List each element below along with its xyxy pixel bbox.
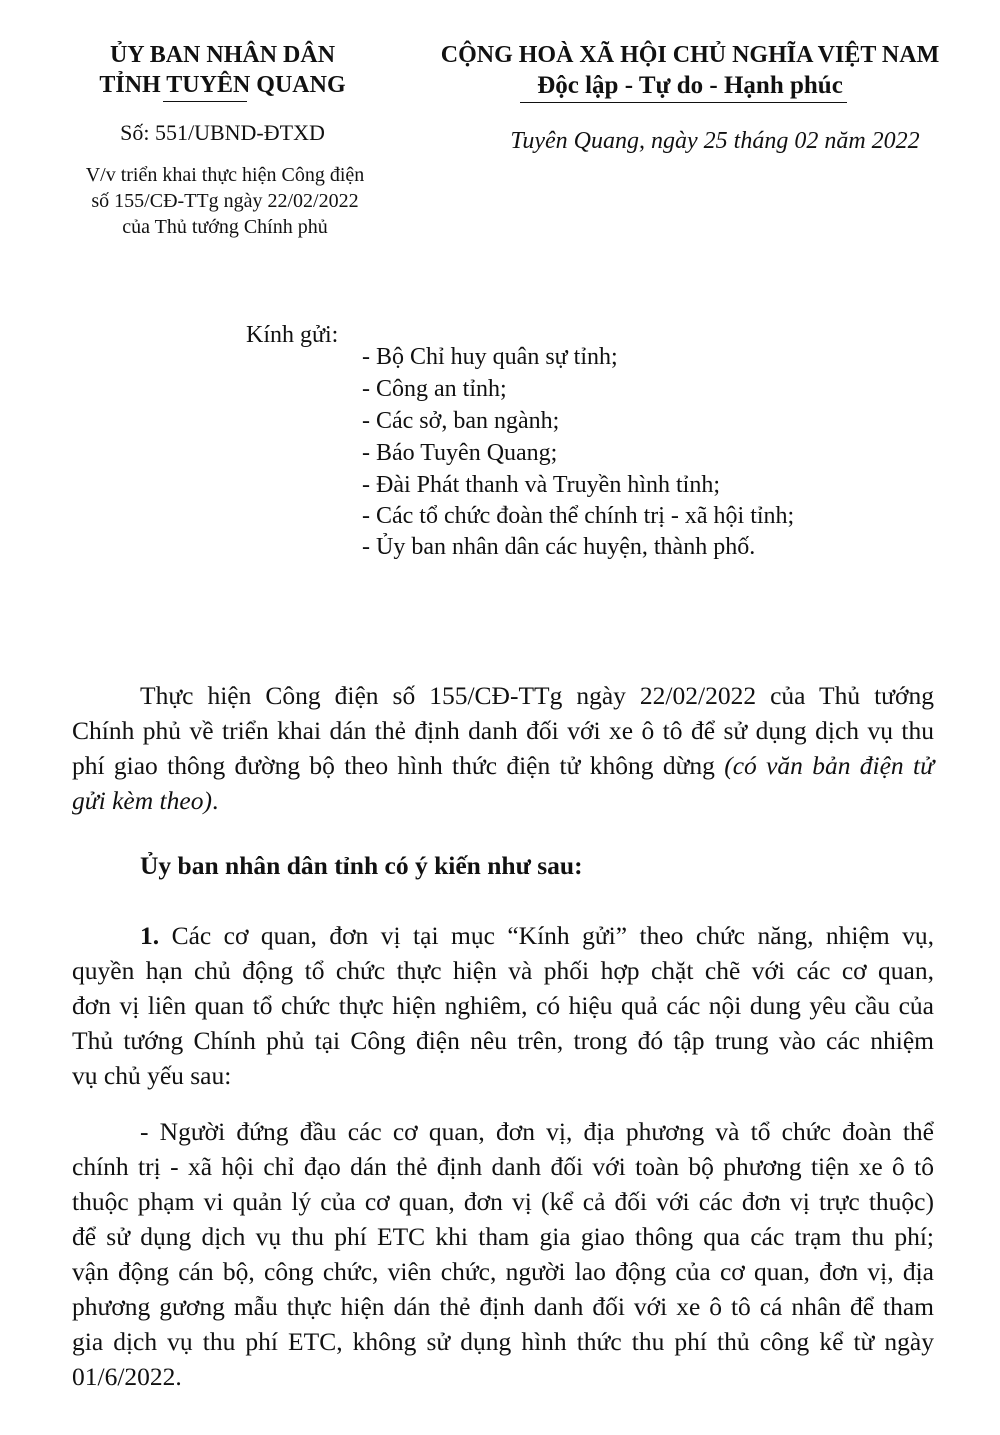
recipients-label: Kính gửi: (246, 322, 339, 348)
recipient-item: - Bộ Chỉ huy quân sự tỉnh; (362, 344, 618, 370)
recipient-item: - Các sở, ban ngành; (362, 408, 560, 434)
paragraph-text: . (211, 786, 219, 815)
paragraph-line: vận động cán bộ, công chức, viên chức, người lao động của cơ quan, đơn vị, địa (72, 1257, 934, 1286)
paragraph-line: quyền hạn chủ động tổ chức thực hiện và phối hợp chặt chẽ với các cơ quan, (72, 956, 934, 985)
issuing-authority-line2: TỈNH TUYÊN QUANG (99, 72, 346, 98)
paragraph-line: chính trị - xã hội chỉ đạo dán thẻ định danh đối với toàn bộ phương tiện xe ô tô (72, 1152, 934, 1181)
paragraph-text: phí giao thông đường bộ theo hình thức điện tử không dừng (72, 751, 715, 780)
intro-paragraph (72, 678, 934, 818)
paragraph-line: 01/6/2022. (72, 1362, 182, 1391)
bullet-paragraph (72, 1114, 934, 1394)
paragraph-line: thuộc phạm vi quản lý của cơ quan, đơn vị (kể cả đối với các đơn vị trực thuộc) (72, 1187, 934, 1216)
authority-underline (163, 101, 247, 102)
paragraph-line: đơn vị liên quan tổ chức thực hiện nghiêm, có hiệu quả các nội dung yêu cầu của (72, 991, 934, 1020)
issuing-authority-line1: ỦY BAN NHÂN DÂN (109, 42, 336, 68)
place-date-line: Tuyên Quang, ngày 25 tháng 02 năm 2022 (510, 128, 920, 154)
recipient-item: - Các tổ chức đoàn thể chính trị - xã hội tỉnh; (362, 503, 795, 529)
document-number: Số: 551/UBND-ĐTXD (120, 120, 325, 145)
paragraph-line: Thực hiện Công điện số 155/CĐ-TTg ngày 22/02/2022 của Thủ tướng (140, 681, 934, 710)
paragraph-text: Các cơ quan, đơn vị tại mục “Kính gửi” theo chức năng, nhiệm vụ, (159, 921, 934, 950)
recipient-item: - Báo Tuyên Quang; (362, 440, 558, 466)
paragraph-line (72, 748, 934, 783)
recipient-item: - Đài Phát thanh và Truyền hình tỉnh; (362, 472, 720, 498)
paragraph-line (72, 918, 934, 953)
national-title: CỘNG HOÀ XÃ HỘI CHỦ NGHĨA VIỆT NAM (440, 42, 940, 68)
recipient-item: - Công an tỉnh; (362, 376, 507, 402)
item-1-paragraph (72, 918, 934, 1093)
item-number: 1. (140, 921, 160, 950)
attachment-note: (có văn bản điện tử (724, 751, 934, 780)
opinion-heading-block (72, 848, 934, 883)
motto-underline (520, 102, 847, 103)
paragraph-line (72, 783, 934, 818)
subject-line: V/v triển khai thực hiện Công điện (85, 164, 365, 186)
paragraph-line: - Người đứng đầu các cơ quan, đơn vị, địa phương và tổ chức đoàn thể (140, 1117, 934, 1146)
subject-line: số 155/CĐ-TTg ngày 22/02/2022 (91, 190, 359, 212)
paragraph-line: phương gương mẫu thực hiện dán thẻ định danh đối với xe ô tô cá nhân để tham (72, 1292, 934, 1321)
document-subject (40, 162, 410, 240)
paragraph-line: để sử dụng dịch vụ thu phí ETC khi tham gia giao thông qua các trạm thu phí; (72, 1222, 934, 1251)
paragraph-line: vụ chủ yếu sau: (72, 1061, 232, 1090)
recipient-item: - Ủy ban nhân dân các huyện, thành phố. (362, 534, 756, 560)
paragraph-line: Chính phủ về triển khai dán thẻ định danh đối với xe ô tô để sử dụng dịch vụ thu (72, 716, 934, 745)
paragraph-line: Thủ tướng Chính phủ tại Công điện nêu trên, trong đó tập trung vào các nhiệm (72, 1026, 934, 1055)
subject-line: của Thủ tướng Chính phủ (122, 216, 328, 238)
opinion-heading: Ủy ban nhân dân tỉnh có ý kiến như sau: (140, 851, 583, 880)
national-motto: Độc lập - Tự do - Hạnh phúc (537, 72, 843, 99)
paragraph-line: gia dịch vụ thu phí ETC, không sử dụng hình thức thu phí thủ công kể từ ngày (72, 1327, 934, 1356)
attachment-note: gửi kèm theo) (72, 786, 212, 815)
